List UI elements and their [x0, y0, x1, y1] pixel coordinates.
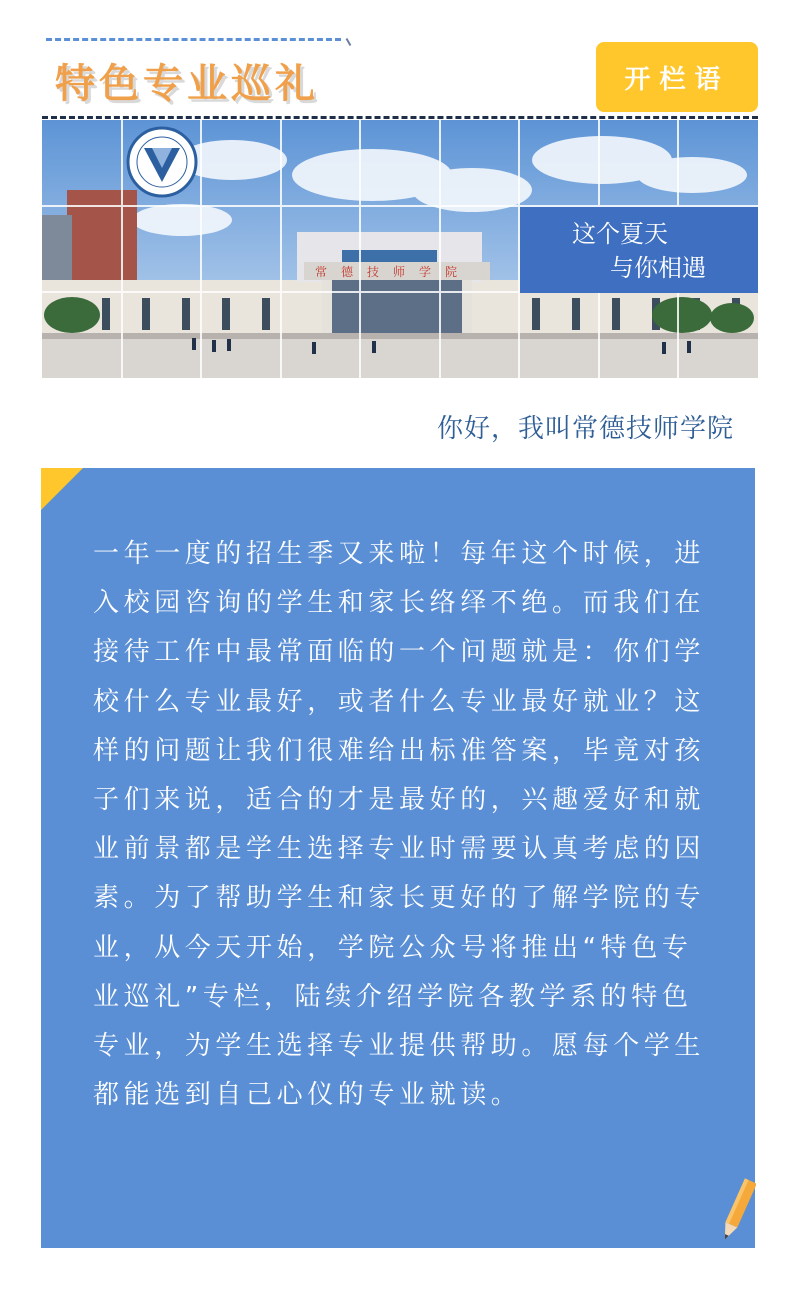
header-dashed-line	[46, 38, 341, 41]
school-emblem-icon	[128, 128, 196, 196]
slogan-line-2: 与你相遇	[610, 254, 706, 282]
intro-line: 你好，我叫常德技师学院	[436, 414, 734, 444]
body-paragraph: 一年一度的招生季又来啦！每年这个时候，进入校园咨询的学生和家长络绎不绝。而我们在接待工作中最常面临的一个问题就是：你们学校什么专业最好，或者什么专业最好就业？这样的问题让我们很难给出标准答案，毕竟对孩子们来说，适合的才是最好的，兴趣爱好和就业前景都是学生选择专业时需要认真考虑的因素。为了帮助学生和家长更好的了解学院的专业，从今天开始，学院公众号将推出“特色专业巡礼”专栏，陆续介绍学院各教学系的特色专业，为学生选择专业提供帮助。愿每个学生都能选到自己心仪的专业就读。	[93, 539, 706, 1111]
panel-corner-accent	[41, 468, 83, 510]
gate-sign: 常德技师学院	[315, 265, 472, 279]
photo-top-rule	[42, 116, 758, 119]
column-intro-badge: 开栏语	[596, 42, 758, 112]
campus-gate-photo	[42, 120, 758, 378]
slogan-line-1: 这个夏天	[572, 220, 668, 248]
page-title: 特色专业巡礼	[55, 61, 319, 107]
pencil-icon	[718, 1176, 756, 1246]
